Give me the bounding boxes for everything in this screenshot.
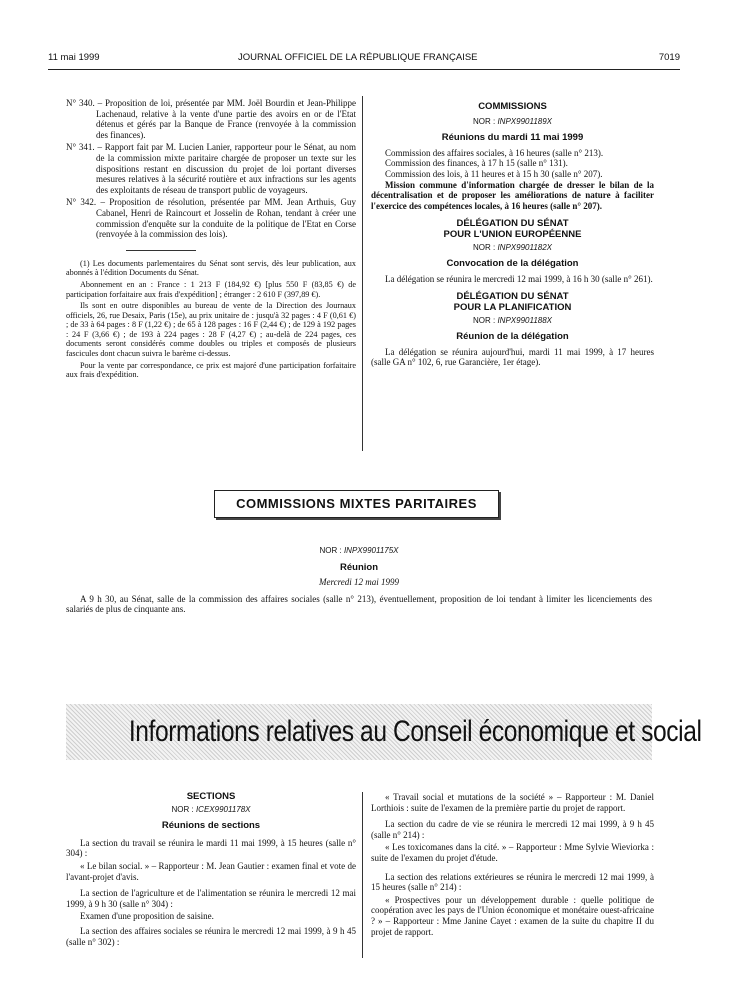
section-paragraph: La section du cadre de vie se réunira le mercredi 12 mai 1999, à 9 h 45 (salle n° 214) : [371,819,654,840]
ces-banner-title: Informations relatives au Conseil économique et social [128,715,702,748]
cmp-block [66,544,652,617]
document-item: N° 340. – Proposition de loi, présentée par MM. Joël Bourdin et Jean-Philippe Lachenaud, relative à la vente d'une partie des avoirs en or de l'Etat détenus et gérés par la Banque de France (renvoyée à la commission des finances). [66,98,356,140]
separator [126,250,196,251]
meeting-line: Commission des affaires sociales, à 16 heures (salle n° 213). [385,147,604,158]
delegation-plan-subtitle: Réunion de la délégation [456,331,569,343]
nor-reference: NOR : ICEX9901178X [171,804,251,814]
cmp-text: A 9 h 30, au Sénat, salle de la commission des affaires sociales (salle n° 213), éventuellement, proposition de loi tendant à limiter les licenciements des salariés de plus de cinquante ans. [66,593,652,615]
delegation-plan-title2: POUR LA PLANIFICATION [453,301,572,313]
section-paragraph: La section de l'agriculture et de l'alimentation se réunira le mercredi 12 mai 1999, à 9 h 30 (salle n° 304) : [66,888,356,909]
nor-reference: NOR : INPX9901175X [319,546,399,555]
nor-reference: NOR : INPX9901188X [472,315,553,325]
delegation-ue-subtitle: Convocation de la délégation [446,258,579,270]
section-paragraph: « Prospectives pour un développement durable : quelle politique de coopération avec les pays de l'Union économique et monétaire ouest-africaine ? » – Rapporteur : Mme Janine Cayet : examen de la suite du chapitre II du projet de rapport. [371,894,654,937]
sections-left-column [66,792,356,949]
footnote: Abonnement en an : France : 1 213 F (184,92 €) [plus 550 F (83,85 €) de participation forfaitaire aux frais d'expédition] ; étranger : 2 610 F (397,89 €). [66,279,356,299]
page-header [48,53,680,67]
column-divider [362,792,363,958]
meetings-subtitle: Réunions du mardi 11 mai 1999 [441,132,584,144]
section-paragraph: « Les toxicomanes dans la cité. » – Rapporteur : Mme Sylvie Wieviorka : suite de l'examen du projet d'étude. [371,842,654,863]
section-paragraph: La section des affaires sociales se réunira le mercredi 12 mai 1999, à 9 h 45 (salle n° 302) : [66,925,356,947]
cmp-subtitle: Réunion [340,561,378,573]
document-item: N° 342. – Proposition de résolution, présentée par MM. Jean Arthuis, Guy Cabanel, Henri de Raincourt et Josselin de Rohan, tendant à créer une commission d'enquête sur la conduite de la politique de l'Etat en Corse (renvoyée à la commission des lois). [66,197,356,240]
section-paragraph: La section du travail se réunira le mardi 11 mai 1999, à 15 heures (salle n° 304) : [66,837,356,859]
sections-right-column [371,792,654,939]
section-paragraph: « Le bilan social. » – Rapporteur : M. Jean Gautier : examen final et vote de l'avant-projet d'avis. [66,860,356,882]
delegation-plan-title: DÉLÉGATION DU SÉNAT [456,291,569,303]
nor-reference: NOR : INPX9901182X [472,242,553,252]
cmp-box-title: COMMISSIONS MIXTES PARITAIRES [214,490,499,518]
header-page-number: 7019 [658,52,680,63]
meeting-line: Commission des finances, à 17 h 15 (salle n° 131). [385,158,568,169]
nor-reference: NOR : INPX9901189X [472,116,553,126]
commissions-heading: COMMISSIONS [478,101,547,112]
delegation-plan-text: La délégation se réunira aujourd'hui, mardi 11 mai 1999, à 17 heures (salle GA n° 102, 6, rue Garancière, 1er étage). [371,346,654,368]
left-column-top [66,98,356,382]
meeting-line: Commission des lois, à 11 heures et à 15 h 30 (salle n° 207). [385,168,603,179]
ces-banner [66,704,702,760]
sections-heading: SECTIONS [186,791,236,802]
sections-subtitle: Réunions de sections [161,820,261,832]
delegation-ue-title2: POUR L'UNION EUROPÉENNE [443,228,582,240]
section-paragraph: « Travail social et mutations de la société » – Rapporteur : M. Daniel Lorthiois : suite de l'examen de la première partie du projet de rapport. [371,792,654,813]
cmp-date: Mercredi 12 mai 1999 [318,577,400,588]
footnote: Pour la vente par correspondance, ce prix est majoré d'une participation forfaitaire aux frais d'expédition. [66,360,356,380]
footnote: Ils sont en outre disponibles au bureau de vente de la Direction des Journaux officiels, 26, rue Desaix, Paris (15e), au prix unitaire de : jusqu'à 32 pages : 4 F (0,61 €) ; de 33 à 64 pages : 8 F (1,22 €) ; de 65 à 128 pages : 16 F (2,44 €) ; de 129 à 192 pages : 24 F (3,66 €) ; de 193 à 224 pages : 28 F (4,27 €) ; au-delà de 224 pages, ces documents seront considérés comme doubles ou triples et composés de plusieurs fascicules dont chacun suivra le barème ci-dessus. [66,301,356,359]
section-paragraph: La section des relations extérieures se réunira le mercredi 12 mai 1999, à 15 heures (salle n° 214) : [371,871,654,893]
delegation-ue-text: La délégation se réunira le mercredi 12 mai 1999, à 16 h 30 (salle n° 261). [385,273,653,284]
document-item: N° 341. – Rapport fait par M. Lucien Lanier, rapporteur pour le Sénat, au nom de la commission mixte paritaire chargée de proposer un texte sur les dispositions restant en discussion du projet de loi portant diverses mesures relatives à la sécurité routière et aux infractions sur les agents des exploitants de réseau de transport public de voyageurs. [66,142,356,195]
right-column-top [371,98,654,370]
header-journal-title: JOURNAL OFFICIEL DE LA RÉPUBLIQUE FRANÇAISE [238,52,478,63]
header-date: 11 mai 1999 [48,52,100,63]
column-divider [362,96,363,451]
delegation-ue-title: DÉLÉGATION DU SÉNAT [456,218,569,230]
meeting-line: Mission commune d'information chargée de dresser le bilan de la décentralisation et de proposer les améliorations de nature à faciliter l'exercice des compétences locales, à 16 heures (salle n° 207). [371,179,654,211]
header-rule [48,69,680,70]
section-paragraph: Examen d'une proposition de saisine. [80,911,214,922]
footnote: (1) Les documents parlementaires du Sénat sont servis, dès leur publication, aux abonnés à l'édition Documents du Sénat. [66,258,356,278]
